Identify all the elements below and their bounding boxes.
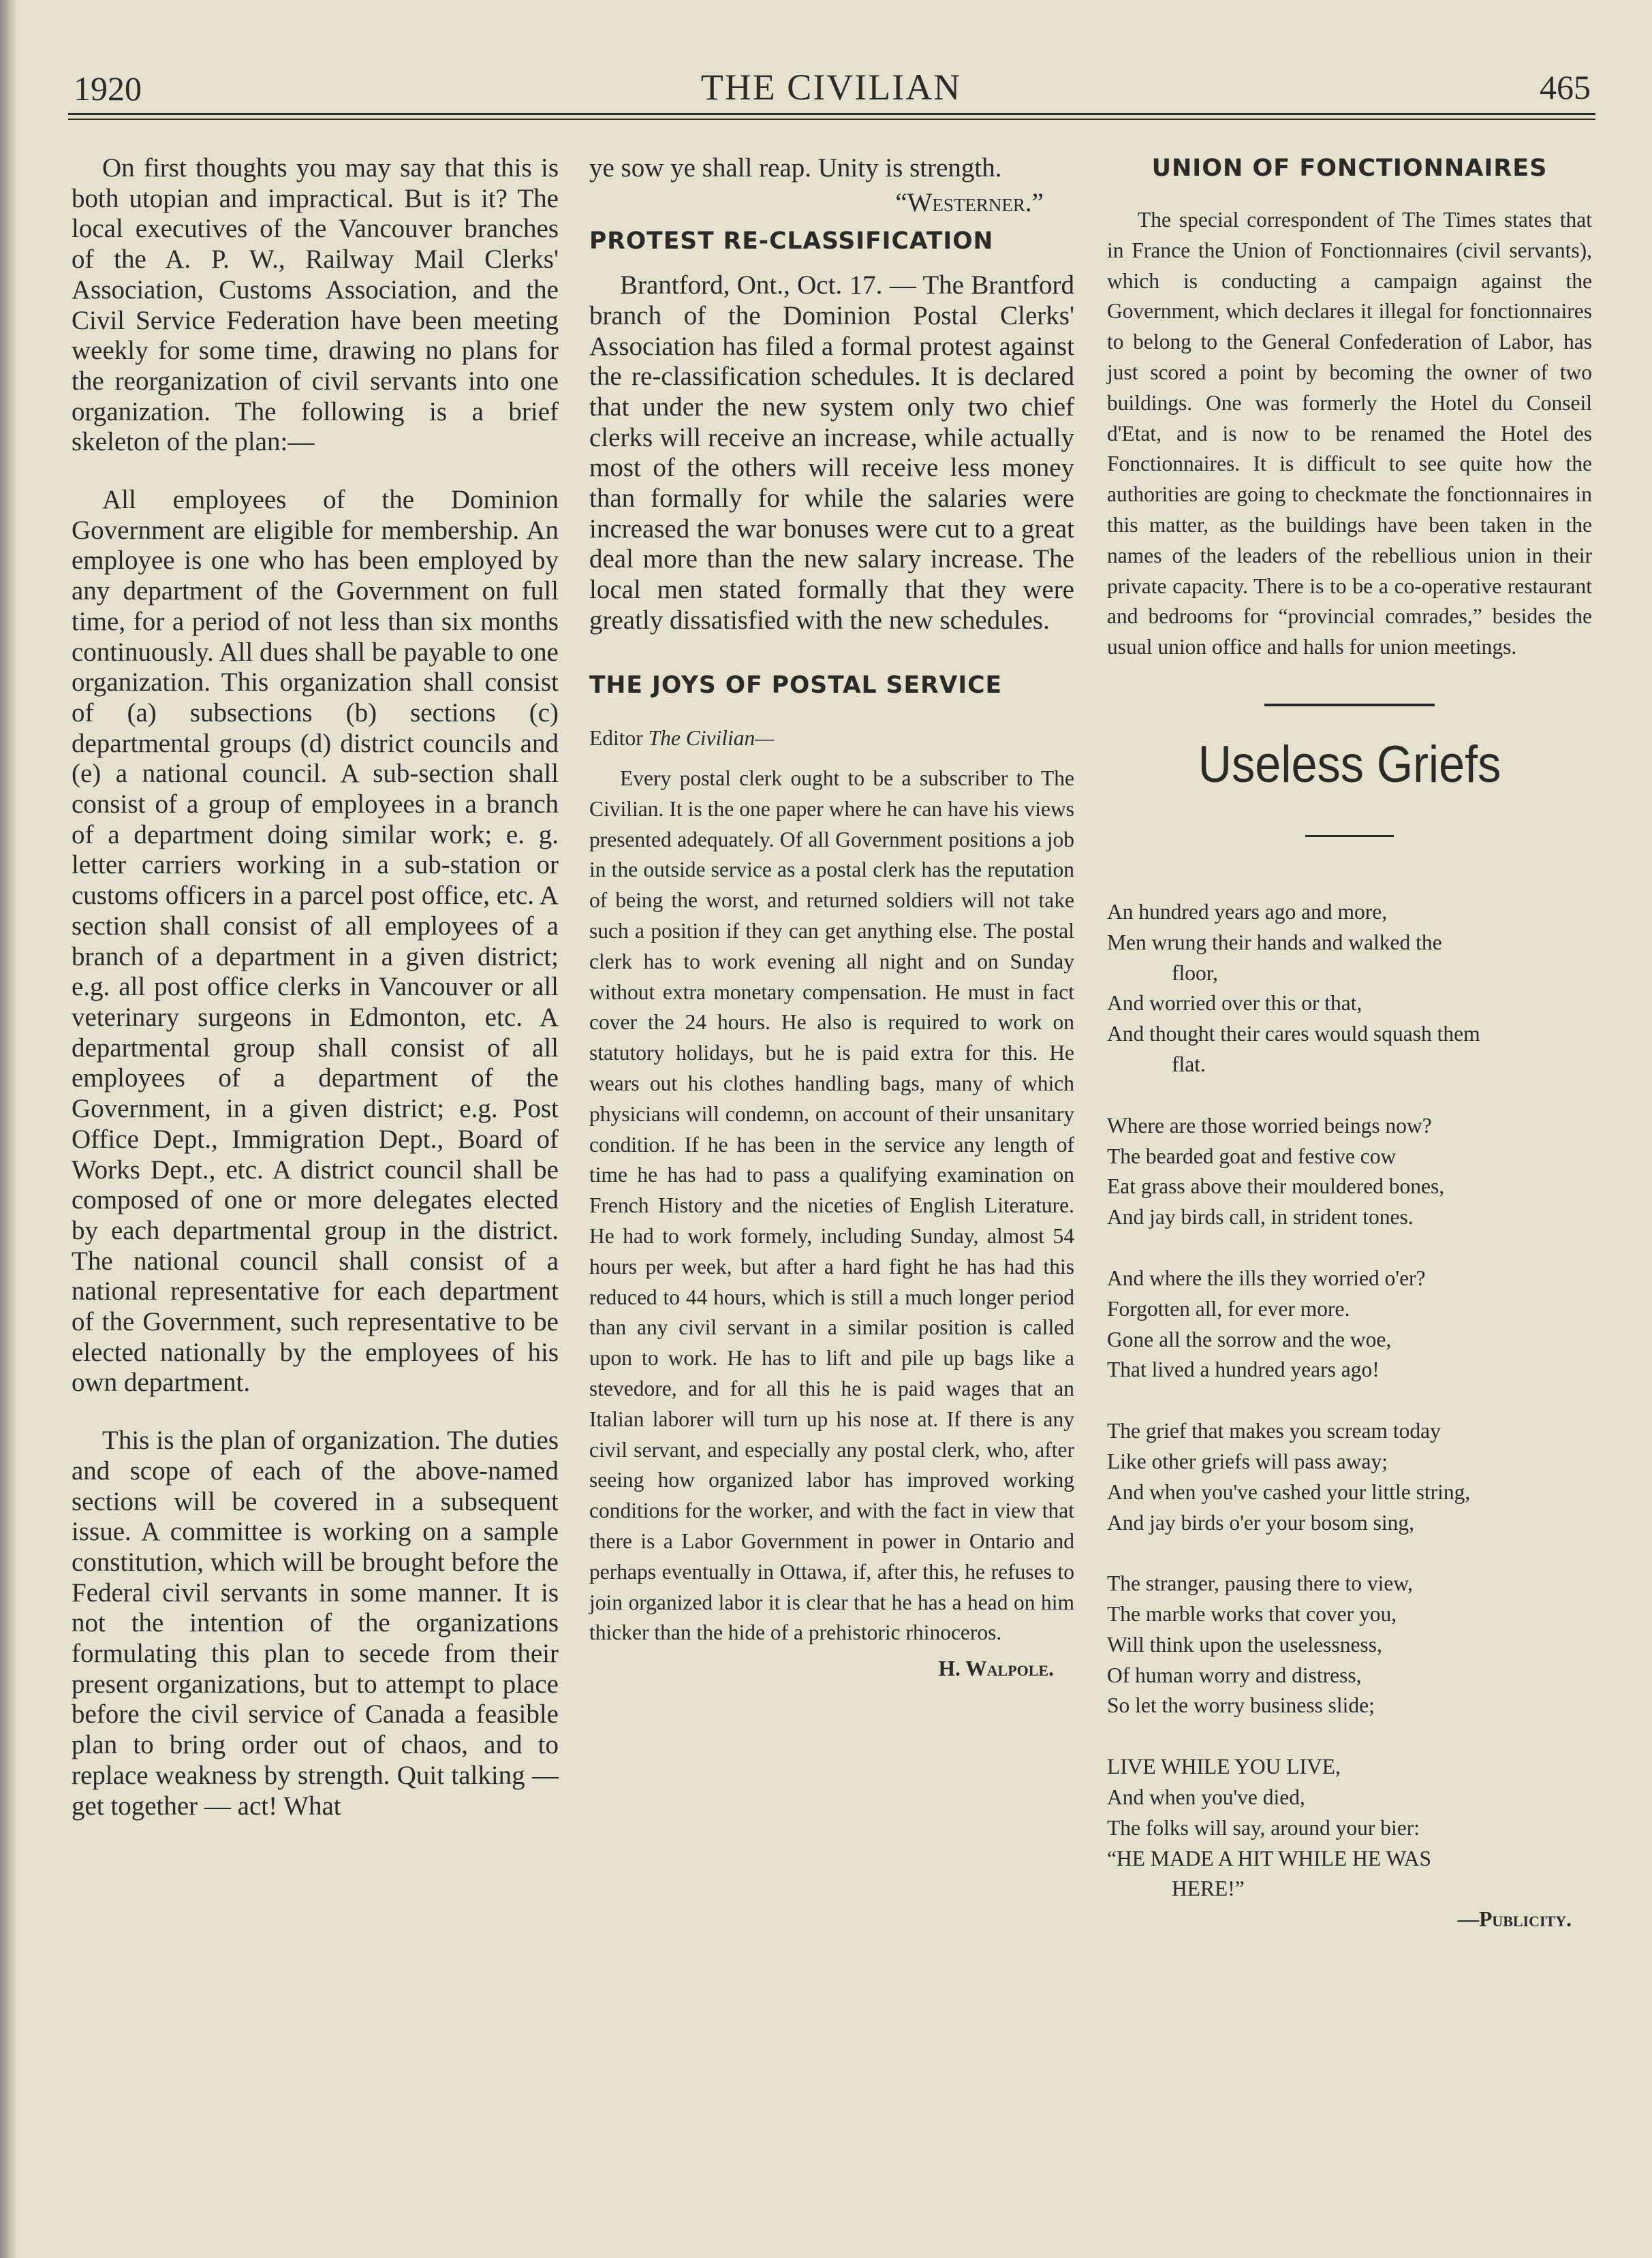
poem-line: Eat grass above their mouldered bones, [1107,1174,1445,1199]
poem-line: Like other griefs will pass away; [1107,1449,1388,1473]
column-3 [1107,153,1592,1935]
col1-paragraph-1: On first thoughts you may say that this is both utopian and impractical. But is it? The local executives of the Vancouver branches of the A. P. W., Railway Mail Clerks' Association, Customs Association, and the Civil Service Federation have been meeting weekly for some time, drawing no plans for the reorganization of civil servants into one organization. The following is a brief skeleton of the plan:— [72,153,559,457]
poem-line: The stranger, pausing there to view, [1107,1571,1413,1596]
poem-stanza-3 [1107,1264,1592,1385]
poem-line: The marble works that cover you, [1107,1602,1397,1627]
poem-title: Useless Griefs [1198,735,1501,794]
poem-line: Gone all the sorrow and the woe, [1107,1327,1392,1351]
editor-prefix: Editor [589,726,649,751]
poem-line: “HE MADE A HIT WHILE HE WAS [1107,1846,1431,1870]
protest-reclassification-heading: PROTEST RE-CLASSIFICATION [589,228,994,255]
poem-line: That lived a hundred years ago! [1107,1358,1380,1382]
poem-line: LIVE WHILE YOU LIVE, [1107,1755,1341,1779]
poem-line: And thought their cares would squash them [1107,1022,1480,1046]
poem-stanza-4 [1107,1416,1592,1538]
poem-line: flat. [1172,1052,1206,1076]
poem-line: HERE!” [1172,1877,1245,1901]
poem-stanza-1 [1107,897,1592,1080]
header-rule-bottom [68,119,1595,120]
poem-line: And where the ills they worried o'er? [1107,1266,1426,1290]
header-year: 1920 [74,69,142,108]
poem-line: Will think upon the uselessness, [1107,1632,1382,1657]
poem-line: Men wrung their hands and walked the [1107,930,1442,954]
poem-line: An hundred years ago and more, [1107,899,1388,924]
poem-line: And jay birds o'er your bosom sing, [1107,1510,1415,1535]
column-1 [72,153,559,1821]
col2-continuation: ye sow ye shall reap. Unity is strength. [589,153,1002,183]
poem-line: And when you've died, [1107,1785,1305,1810]
col1-paragraph-2: All employees of the Dominion Government are eligible for membership. An employee is one who has been employed by any department of the Government on full time, for a period of not less than six months continuously. All dues shall be payable to one organization. This organization shall consist of (a) subsections (b) sections (c) departmental groups (d) district councils and (e) a national council. A sub-section shall consist of a group of employees in a branch of a department doing similar work; e. g. letter carriers working in a sub-station or customs officers in a parcel post office, etc. A section shall consist of all employees of a branch of a department in a given district; e.g. all post office clerks in Vancouver or all veterinary surgeons in Edmonton, etc. A departmental group shall consist of all employees of a department of the Government, in a given district; e.g. Post Office Dept., Immigration Dept., Board of Works Dept., etc. A district council shall be composed of one or more delegates elected by each departmental group in the district. The national council shall consist of a national representative for each department of the Government, such representative to be elected nationally by the employees of his own department. [72,485,559,1398]
editor-name: The Civilian— [648,726,775,751]
running-header [68,65,1594,112]
col1-paragraph-3: This is the plan of organization. The duties and scope of each of the above-named sections will be covered in a subsequent issue. A committee is working on a sample constitution, which will be brought before the Federal civil servants in some manner. It is not the intention of the organizations formulating this plan to secede from their present organizations, but to attempt to place before the civil service of Canada a feasible plan to bring order out of chaos, and to replace weakness by strength. Quit talking — get together — act! What [72,1426,559,1821]
poem-line: The folks will say, around your bier: [1107,1815,1420,1840]
poem-line: And jay birds call, in strident tones. [1107,1205,1414,1229]
poem-stanza-5 [1107,1569,1592,1721]
poem-line: Forgotten all, for ever more. [1107,1296,1350,1321]
poem-line: Of human worry and distress, [1107,1663,1362,1687]
union-paragraph: The special correspondent of The Times states that in France the Union of Fonctionnaires (civil servants), which is conducting a campaign against the Government, which declares it illegal for fonctionnaires to belong to the General Confederation of Labor, has just scored a point by becoming the owner of two buildings. One was formerly the Hotel du Conseil d'Etat, and is now to be renamed the Hotel des Fonctionnaires. It is difficult to see quite how the authorities are going to checkmate the fonctionnaires in this matter, as the buildings have been taken in the names of the leaders of the rebellious union in their private capacity. There is to be a co-operative restaurant and bedrooms for “provincial comrades,” besides the usual union office and halls for union meetings. [1107,208,1592,659]
poem-line: The bearded goat and festive cow [1107,1144,1397,1168]
postal-service-letter: Every postal clerk ought to be a subscriber to The Civilian. It is the one paper where he can have his views presented adequately. Of all Government positions a job in the outside service as a postal clerk has the reputation of being the worst, and returned soldiers will not take such a position if they can get anything else. The postal clerk has to work evening all night and on Sunday without extra monetary compensation. He must in fact cover the 24 hours. He also is required to work on statutory holidays, but he is paid extra for this. He wears out his clothes handling bags, many of which physicians will condemn, on account of their unsanitary condition. If he has been in the service any length of time he has had to pass a qualifying examination on French History and the niceties of English Literature. He had to work formely, including Sunday, almost 54 hours per week, but after a hard fight he has had this reduced to 44 hours, which is still a much longer period than any civil servant in a similar position is called upon to work. He has to lift and pile up bags like a stevedore, and for all this he is paid wages that an Italian laborer will turn up his nose at. If there is any civil servant, and especially any postal clerk, who, after seeing how organized labor has improved working conditions for the worker, and with the fact in view that there is a Labor Government in power in Ontario and perhaps eventually in Ottawa, if, after this, he refuses to join organized labor it is clear that he has a head on him thicker than the hide of a prehistoric rhinoceros. [589,766,1074,1645]
westerner-signature: “Westerner.” [895,187,1044,217]
poem-stanza-6 [1107,1752,1592,1904]
editor-salutation [589,723,1074,754]
section-divider [1264,704,1435,706]
publication-title: THE CIVILIAN [700,67,962,108]
protest-paragraph: Brantford, Ont., Oct. 17. — The Brantford branch of the Dominion Postal Clerks' Association has filed a formal protest against the re-classification schedules. It is declared that under the new system only two chief clerks will receive an increase, while actually most of the others will receive less money than formally for while the salaries were increased the war bonuses were cut to a great deal more than the new salary increase. The local men stated formally that they were greatly dissatisfied with the new schedules. [589,270,1074,635]
walpole-signature: H. Walpole. [938,1657,1054,1681]
poem-line: So let the worry business slide; [1107,1693,1375,1718]
poem-line: And worried over this or that, [1107,991,1362,1016]
header-rule-top [68,113,1595,115]
column-2 [589,153,1074,1684]
poem-stanza-2 [1107,1111,1592,1233]
poem-line: And when you've cashed your little string, [1107,1479,1471,1504]
page-number: 465 [1540,68,1591,106]
union-fonctionnaires-heading: UNION OF FONCTIONNAIRES [1151,155,1548,182]
joys-of-postal-service-heading: THE JOYS OF POSTAL SERVICE [589,671,1003,699]
poem-line: Where are those worried beings now? [1107,1113,1432,1138]
poem-line: The grief that makes you scream today [1107,1419,1441,1443]
poem-title-rule [1305,835,1394,837]
poem-line: floor, [1172,960,1218,985]
book-spine-shadow [0,0,18,2258]
publicity-signature: —Publicity. [1457,1907,1572,1932]
